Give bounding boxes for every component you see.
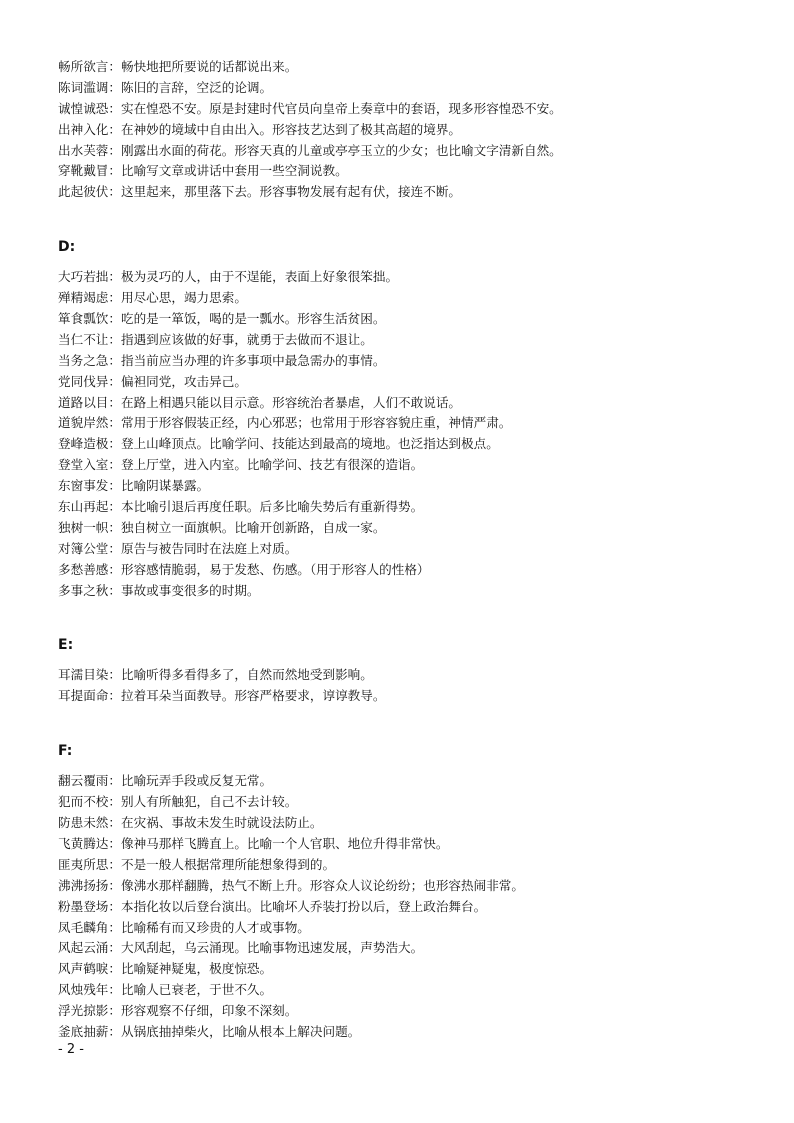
idiom-entry: 此起彼伏：这里起来，那里落下去。形容事物发展有起有伏，接连不断。 — [58, 184, 461, 200]
idiom-entry: 登峰造极：登上山峰顶点。比喻学问、技能达到最高的境地。也泛指达到极点。 — [58, 436, 499, 452]
idiom-entry: 独树一帜：独自树立一面旗帜。比喻开创新路，自成一家。 — [58, 519, 386, 535]
idiom-entry: 大巧若拙：极为灵巧的人，由于不逞能，表面上好象很笨拙。 — [58, 269, 399, 285]
idiom-entry: 当仁不让：指遇到应该做的好事，就勇于去做而不退让。 — [58, 331, 373, 347]
section-heading-d: D: — [58, 239, 76, 256]
idiom-entry: 道貌岸然：常用于形容假装正经，内心邪恶；也常用于形容容貌庄重，神情严肃。 — [58, 415, 512, 431]
document-page — [58, 57, 748, 1043]
idiom-entry: 耳濡目染：比喻听得多看得多了，自然而然地受到影响。 — [58, 667, 373, 683]
section-f-list — [58, 771, 748, 1043]
idiom-entry: 诚惶诚恐：实在惶恐不安。原是封建时代官员向皇帝上奏章中的套语，现多形容惶恐不安。 — [58, 100, 562, 116]
section-heading-e: E: — [58, 637, 74, 654]
page-number: - 2 - — [58, 1042, 84, 1057]
idiom-entry: 畅所欲言：畅快地把所要说的话都说出来。 — [58, 59, 298, 74]
idiom-entry: 凤毛麟角：比喻稀有而又珍贵的人才或事物。 — [58, 919, 310, 935]
idiom-entry: 匪夷所思：不是一般人根据常理所能想象得到的。 — [58, 856, 336, 872]
idiom-entry: 陈词滥调：陈旧的言辞，空泛的论调。 — [58, 79, 273, 95]
idiom-entry: 殚精竭虑：用尽心思，竭力思索。 — [58, 290, 247, 306]
idiom-entry: 沸沸扬扬：像沸水那样翻腾，热气不断上升。形容众人议论纷纷；也形容热闹非常。 — [58, 877, 524, 893]
idiom-entry: 箪食瓢饮：吃的是一箪饭，喝的是一瓢水。形容生活贫困。 — [58, 311, 386, 327]
idiom-entry: 道路以目：在路上相遇只能以目示意。形容统治者暴虐，人们不敢说话。 — [58, 394, 461, 410]
section-d-list — [58, 267, 748, 601]
idiom-entry: 登堂入室：登上厅堂，进入内室。比喻学问、技艺有很深的造诣。 — [58, 457, 424, 473]
idiom-entry: 耳提面命：拉着耳朵当面教导。形容严格要求，谆谆教导。 — [58, 688, 386, 704]
section-heading-f: F: — [58, 743, 73, 760]
idiom-entry: 对簿公堂：原告与被告同时在法庭上对质。 — [58, 540, 298, 556]
idiom-entry: 出神入化：在神妙的境域中自由出入。形容技艺达到了极其高超的境界。 — [58, 121, 461, 137]
idiom-entry: 飞黄腾达：像神马那样飞腾直上。比喻一个人官职、地位升得非常快。 — [58, 835, 449, 851]
idiom-entry: 风起云涌：大风刮起，乌云涌现。比喻事物迅速发展，声势浩大。 — [58, 940, 424, 956]
idiom-entry: 浮光掠影：形容观察不仔细，印象不深刻。 — [58, 1003, 298, 1019]
section-e-list — [58, 665, 748, 707]
idiom-entry: 防患未然：在灾祸、事故未发生时就设法防止。 — [58, 815, 323, 831]
idiom-entry: 东山再起：本比喻引退后再度任职。后多比喻失势后有重新得势。 — [58, 499, 424, 515]
idiom-entry: 出水芙蓉：刚露出水面的荷花。形容天真的儿童或亭亭玉立的少女；也比喻文字清新自然。 — [58, 142, 562, 158]
idiom-entry: 粉墨登场：本指化妆以后登台演出。比喻坏人乔装打扮以后，登上政治舞台。 — [58, 898, 487, 914]
idiom-entry: 多愁善感：形容感情脆弱，易于发愁、伤感。（用于形容人的性格） — [58, 561, 430, 577]
idiom-entry: 风声鹤唳：比喻疑神疑鬼，极度惊恐。 — [58, 961, 273, 977]
idiom-entry: 翻云覆雨：比喻玩弄手段或反复无常。 — [58, 773, 273, 789]
idiom-entry: 党同伐异：偏袒同党，攻击异己。 — [58, 373, 247, 389]
idiom-entry: 犯而不校：别人有所触犯，自己不去计较。 — [58, 794, 298, 810]
idiom-entry: 东窗事发：比喻阴谋暴露。 — [58, 478, 210, 494]
idiom-entry: 风烛残年：比喻人已衰老，于世不久。 — [58, 982, 273, 998]
idiom-entry: 多事之秋：事故或事变很多的时期。 — [58, 582, 260, 598]
idiom-entry: 釜底抽薪：从锅底抽掉柴火，比喻从根本上解决问题。 — [58, 1023, 361, 1039]
intro-list — [58, 57, 748, 203]
idiom-entry: 穿靴戴冒：比喻写文章或讲话中套用一些空洞说教。 — [58, 163, 348, 179]
idiom-entry: 当务之急：指当前应当办理的许多事项中最急需办的事情。 — [58, 352, 386, 368]
